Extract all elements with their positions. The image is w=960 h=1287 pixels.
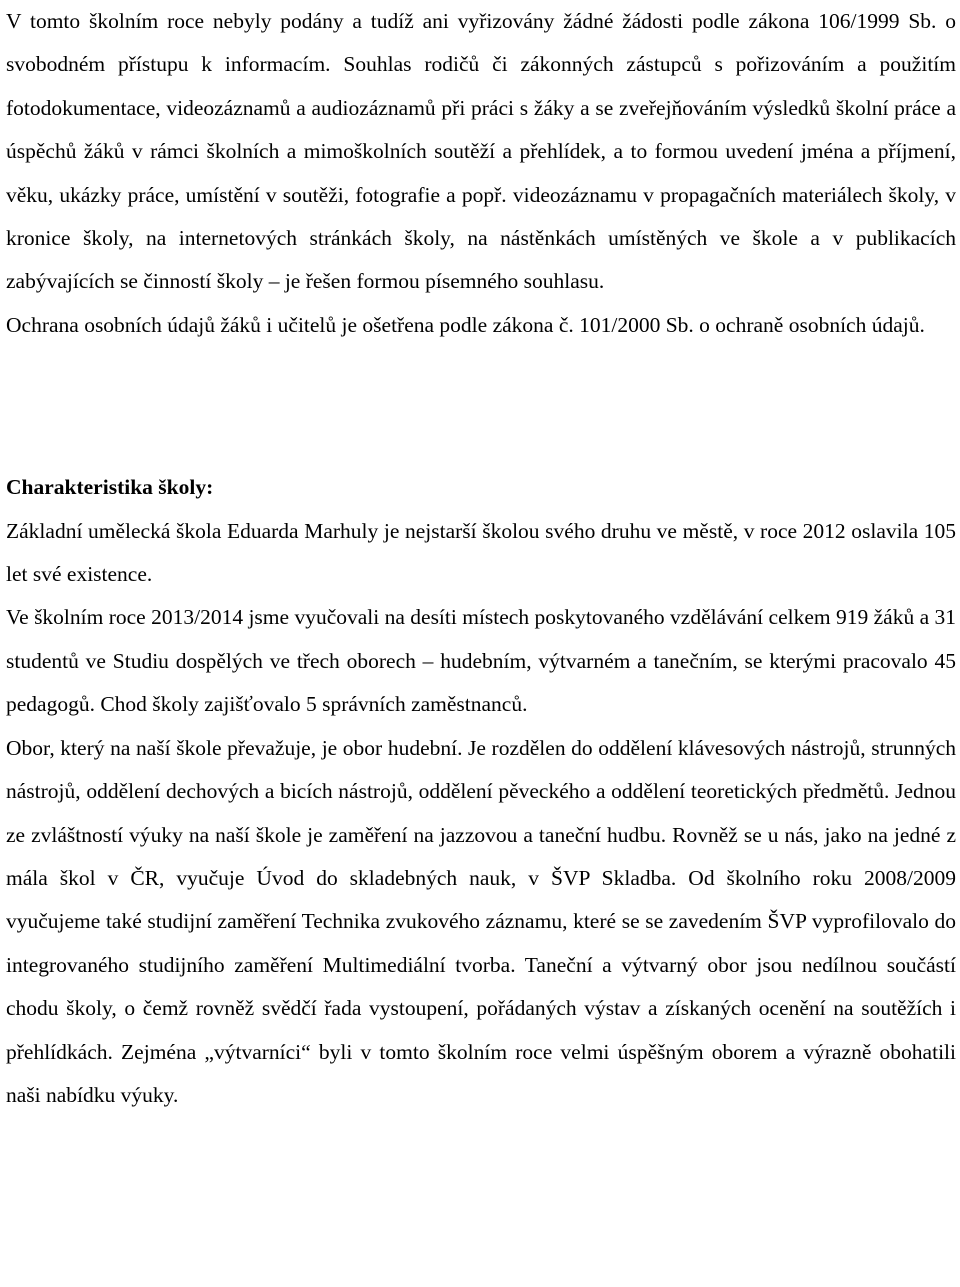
paragraph-information-access: V tomto školním roce nebyly podány a tudíž ani vyřizovány žádné žádosti podle zákona 106/1999 Sb. o svobodném přístupu k informacím. Souhlas rodičů či zákonných zástupců s pořizováním a použitím fotodokumentace, videozáznamů a audiozáznamů při práci s žáky a se zveřejňováním výsledků školní práce a úspěchů žáků v rámci školních a mimoškolních soutěží a přehlídek, a to formou uvedení jména a příjmení, věku, ukázky práce, umístění v soutěži, fotografie a popř. videozáznamu v propagačních materiálech školy, v kronice školy, na internetových stránkách školy, na nástěnkách umístěných ve škole a v publikacích zabývajících se činností školy – je řešen formou písemného souhlasu. bbox=[6, 9, 956, 294]
document-page bbox=[6, 0, 956, 1117]
paragraph-school-history: Základní umělecká škola Eduarda Marhuly je nejstarší školou svého druhu ve městě, v roce 2012 oslavila 105 let své existence. bbox=[6, 518, 956, 587]
paragraph-school-year-stats: Ve školním roce 2013/2014 jsme vyučovali na desíti místech poskytovaného vzdělávání celkem 919 žáků a 31 studentů ve Studiu dospělých ve třech oborech – hudebním, výtvarném a tanečním, se kterými pracovalo 45 pedagogů. Chod školy zajišťovalo 5 správních zaměstnanců. bbox=[6, 605, 956, 717]
paragraph-music-department: Obor, který na naší škole převažuje, je obor hudební. Je rozdělen do oddělení klávesových nástrojů, strunných nástrojů, oddělení dechových a bicích nástrojů, oddělení pěveckého a oddělení teoretických předmětů. Jednou ze zvláštností výuky na naší škole je zaměření na jazzovou a taneční hudbu. Rovněž se u nás, jako na jedné z mála škol v ČR, vyučuje Úvod do skladebných nauk, v ŠVP Skladba. Od školního roku 2008/2009 vyučujeme také studijní zaměření Technika zvukového záznamu, které se se zavedením ŠVP vyprofilovalo do integrovaného studijního zaměření Multimediální tvorba. Taneční a výtvarný obor jsou nedílnou součástí chodu školy, o čemž rovněž svědčí řada vystoupení, pořádaných výstav a získaných ocenění na soutěžích i přehlídkách. Zejména „výtvarníci“ byli v tomto školním roce velmi úspěšným oborem a výrazně obohatili naši nabídku výuky. bbox=[6, 735, 956, 1107]
section-heading: Charakteristika školy: bbox=[6, 475, 214, 500]
section-school-characteristics bbox=[6, 466, 956, 1117]
paragraph-data-protection: Ochrana osobních údajů žáků i učitelů je ošetřena podle zákona č. 101/2000 Sb. o ochraně osobních údajů. bbox=[6, 312, 925, 337]
